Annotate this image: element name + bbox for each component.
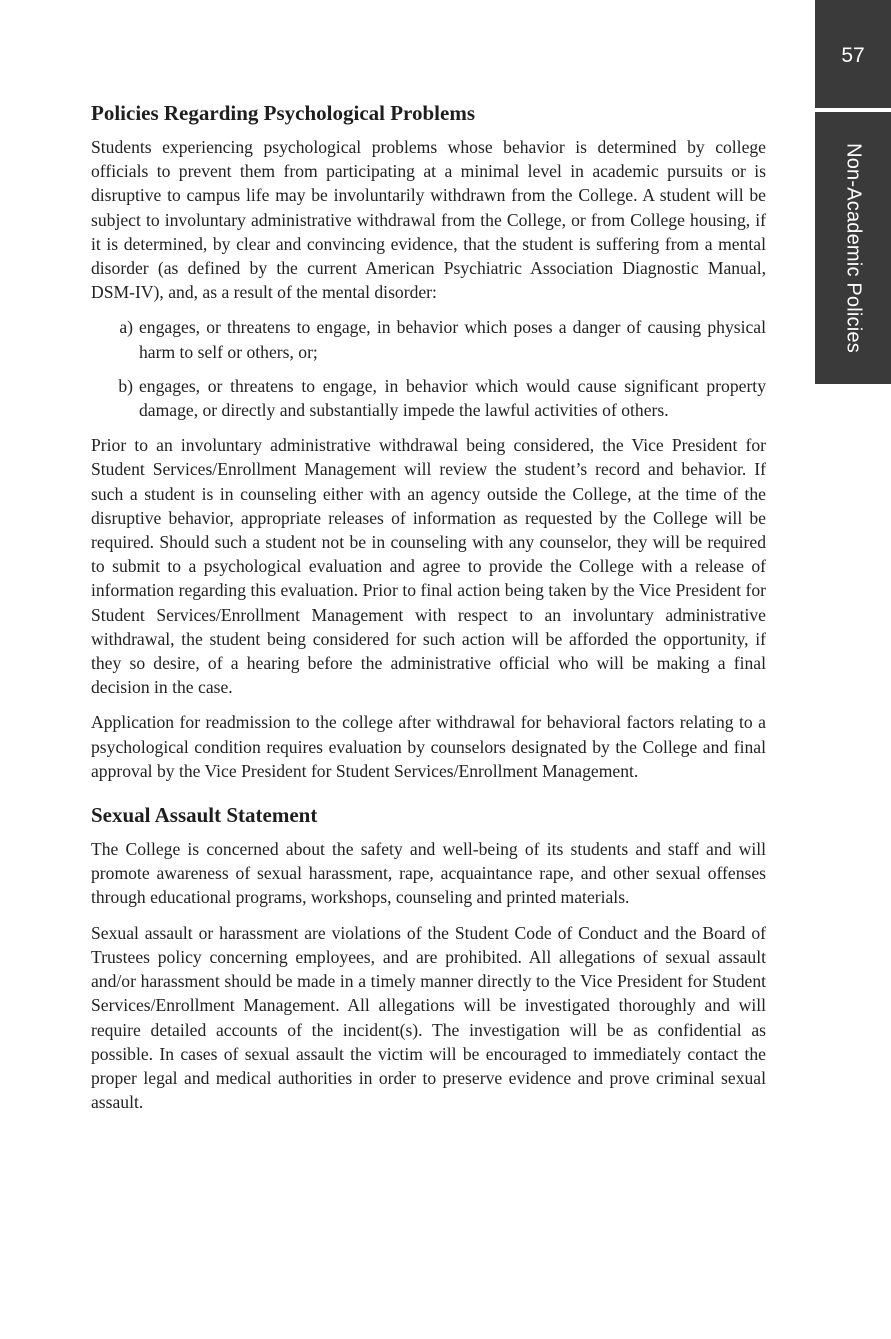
- page-number-tab: [815, 0, 891, 108]
- paragraph: Prior to an involuntary administrative withdrawal being considered, the Vice President for Student Services/Enrollment Management will review the student’s record and behavior. If such a student is in counseling either with an agency outside the College, at the time of the disruptive behavior, appropriate releases of information as requested by the College will be required. Should such a student not be in counseling with any counselor, they will be required to submit to a psychological evaluation and agree to provide the College with a release of information regarding this evaluation. Prior to final action being taken by the Vice President for Student Services/Enrollment Management with respect to an involuntary administrative withdrawal, the student being considered for such action will be afforded the opportunity, if they so desire, of a hearing before the administrative official who will be making a final decision in the case.: [91, 435, 766, 698]
- paragraph: Application for readmission to the college after withdrawal for behavioral factors relating to a psychological condition requires evaluation by counselors designated by the College and final approval by the Vice President for Student Services/Enrollment Management.: [91, 712, 766, 781]
- section-tab: [815, 112, 891, 384]
- list-marker: a): [119, 317, 133, 338]
- paragraph: Students experiencing psychological problems whose behavior is determined by college officials to prevent them from participating at a minimal level in academic pursuits or is disruptive to campus life may be involuntarily withdrawn from the College. A student will be subject to involuntary administrative withdrawal from the College, or from College housing, if it is determined, by clear and convincing evidence, that the student is suffering from a mental disorder (as defined by the current American Psychiatric Association Diagnostic Manual, DSM-IV), and, as a result of the mental disorder:: [91, 137, 766, 303]
- page-content: [91, 101, 766, 1125]
- list-item-text: engages, or threatens to engage, in behavior which poses a danger of causing physical harm to self or others, or;: [139, 317, 766, 362]
- paragraph: The College is concerned about the safety and well-being of its students and staff and will promote awareness of sexual harassment, rape, acquaintance rape, and other sexual offenses through educational programs, workshops, counseling and printed materials.: [91, 839, 766, 908]
- list-item-text: engages, or threatens to engage, in behavior which would cause significant property damage, or directly and substantially impede the lawful activities of others.: [139, 375, 766, 421]
- paragraph: Sexual assault or harassment are violations of the Student Code of Conduct and the Board of Trustees policy concerning employees, and are prohibited. All allegations of sexual assault and/or harassment should be made in a timely manner directly to the Vice President for Student Services/Enrollment Management. All allegations will be investigated thoroughly and will require detailed accounts of the incident(s). The investigation will be as confidential as possible. In cases of sexual assault the victim will be encouraged to immediately contact the proper legal and medical authorities in order to preserve evidence and prove criminal sexual assault.: [91, 922, 766, 1113]
- page-number: 57: [841, 44, 865, 67]
- list-item: [91, 315, 766, 363]
- section-tab-label: Non-Academic Policies: [842, 143, 865, 353]
- list-marker: b): [118, 375, 133, 396]
- section-heading-psychological: Policies Regarding Psychological Problems: [91, 101, 475, 125]
- section-heading-sexual-assault: Sexual Assault Statement: [91, 803, 318, 828]
- list-item: [91, 374, 766, 422]
- criteria-list: [91, 315, 766, 422]
